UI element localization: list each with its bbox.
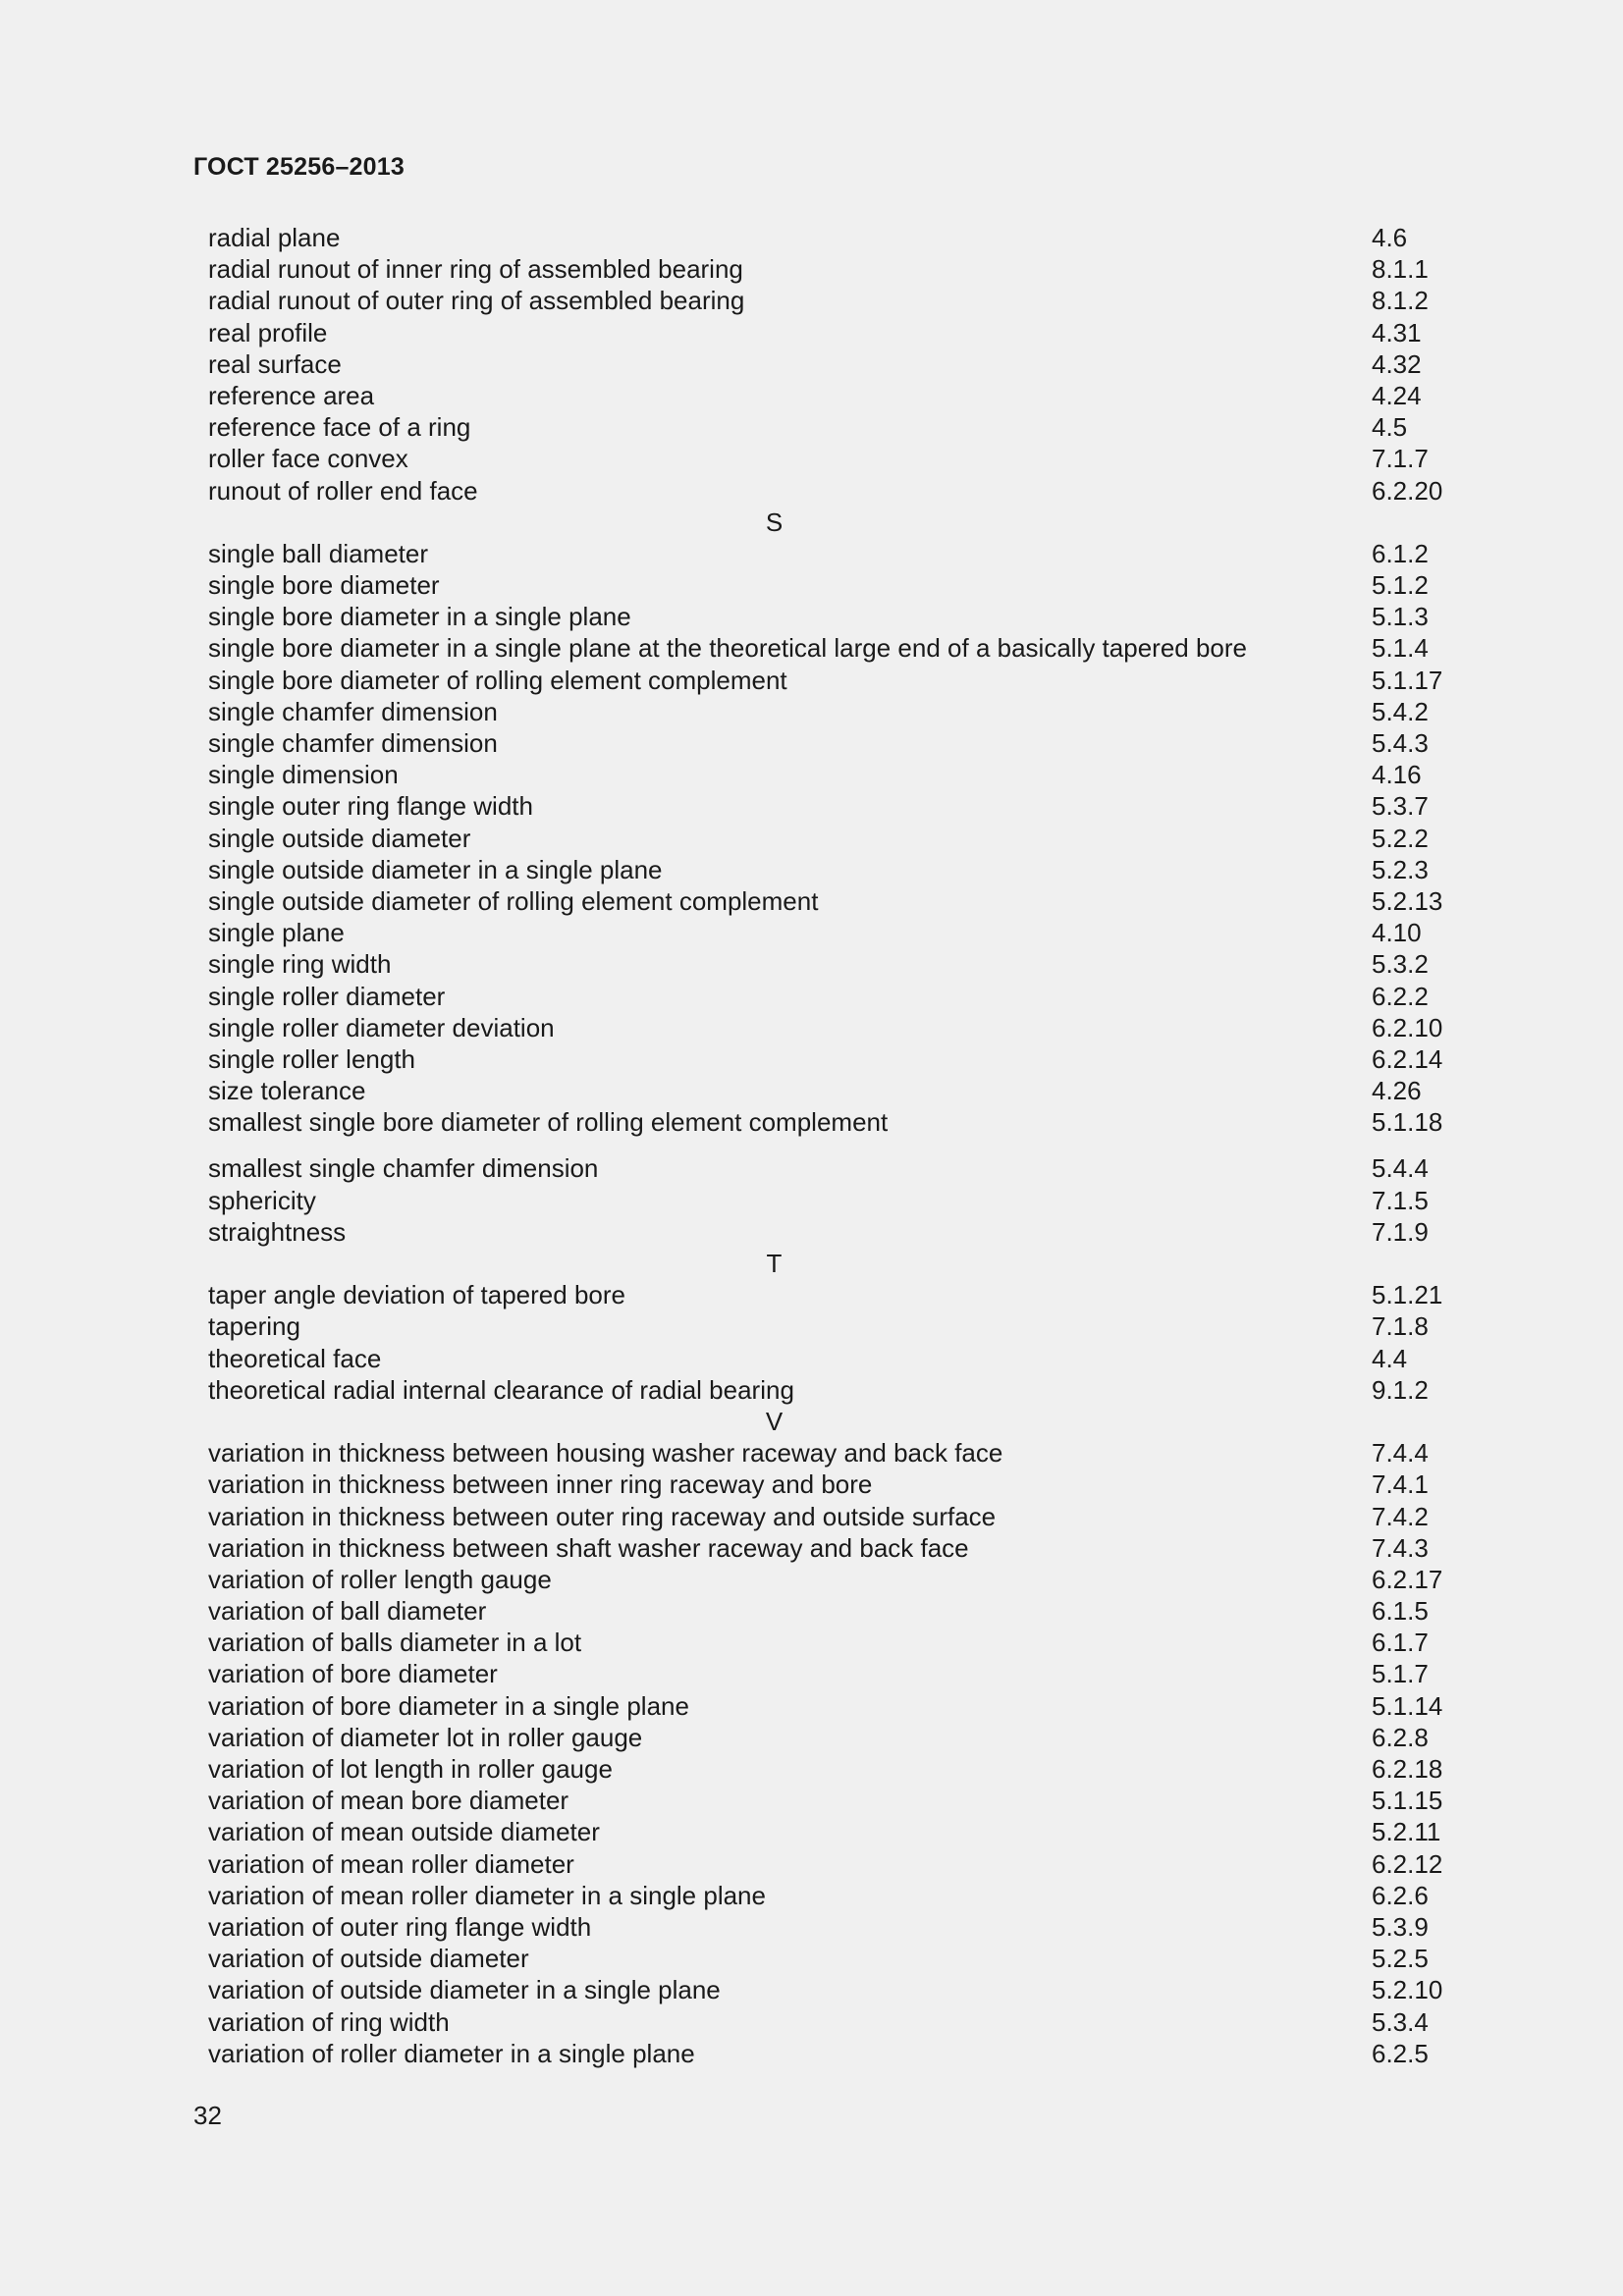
index-entry bbox=[208, 569, 1485, 601]
index-reference: 4.6 bbox=[1372, 223, 1408, 252]
index-letter-heading: S bbox=[765, 507, 784, 537]
alphabetical-index bbox=[208, 222, 1485, 2069]
index-entry bbox=[208, 854, 1485, 885]
index-letter-heading: T bbox=[766, 1249, 783, 1278]
index-reference: 5.4.4 bbox=[1372, 1153, 1429, 1184]
index-entry bbox=[208, 1532, 1485, 1564]
index-reference: 4.24 bbox=[1372, 380, 1422, 410]
index-term: single bore diameter in a single plane bbox=[208, 602, 631, 632]
index-term: theoretical radial internal clearance of radial bearing bbox=[208, 1374, 794, 1405]
index-reference: 4.32 bbox=[1372, 348, 1422, 379]
index-reference: 4.5 bbox=[1372, 412, 1408, 443]
index-reference: 5.1.2 bbox=[1372, 570, 1429, 601]
index-term: variation of diameter lot in roller gauge bbox=[208, 1722, 643, 1752]
index-entry bbox=[208, 348, 1485, 380]
index-entry bbox=[208, 727, 1485, 759]
index-term: single bore diameter bbox=[208, 570, 440, 601]
index-reference: 5.1.3 bbox=[1372, 602, 1429, 632]
index-reference: 5.3.7 bbox=[1372, 791, 1429, 822]
index-entry bbox=[208, 380, 1485, 411]
index-entry bbox=[208, 1216, 1485, 1248]
index-term: variation of ring width bbox=[208, 2006, 450, 2037]
index-entry bbox=[208, 1595, 1485, 1627]
index-reference: 5.1.21 bbox=[1372, 1280, 1443, 1310]
index-term: radial runout of outer ring of assembled bearing bbox=[208, 286, 745, 316]
index-term: smallest single chamfer dimension bbox=[208, 1153, 599, 1184]
index-reference: 6.2.12 bbox=[1372, 1848, 1443, 1879]
index-term: taper angle deviation of tapered bore bbox=[208, 1280, 625, 1310]
index-reference: 5.1.15 bbox=[1372, 1786, 1443, 1816]
index-reference: 7.4.1 bbox=[1372, 1469, 1429, 1500]
index-term: variation of bore diameter in a single plane bbox=[208, 1690, 689, 1721]
index-term: variation in thickness between inner ring raceway and bore bbox=[208, 1469, 873, 1500]
index-term: theoretical face bbox=[208, 1343, 382, 1373]
index-term: runout of roller end face bbox=[208, 475, 478, 506]
index-term: variation of mean outside diameter bbox=[208, 1817, 600, 1847]
index-letter-heading: V bbox=[765, 1406, 784, 1436]
index-entry bbox=[208, 1627, 1485, 1658]
index-reference: 5.2.2 bbox=[1372, 823, 1429, 853]
index-term: single outer ring flange width bbox=[208, 791, 533, 822]
index-entry bbox=[208, 1943, 1485, 1974]
index-reference: 5.2.5 bbox=[1372, 1944, 1429, 1974]
index-reference: 5.1.7 bbox=[1372, 1659, 1429, 1689]
index-reference: 8.1.1 bbox=[1372, 254, 1429, 285]
index-term: real surface bbox=[208, 348, 342, 379]
index-entry bbox=[208, 1279, 1485, 1310]
index-reference: 5.1.18 bbox=[1372, 1107, 1443, 1138]
index-entry bbox=[208, 2038, 1485, 2069]
index-entry bbox=[208, 1468, 1485, 1500]
index-reference: 4.10 bbox=[1372, 918, 1422, 948]
index-entry bbox=[208, 1012, 1485, 1043]
index-reference: 5.1.17 bbox=[1372, 665, 1443, 695]
index-reference: 5.3.4 bbox=[1372, 2006, 1429, 2037]
index-reference: 5.3.2 bbox=[1372, 949, 1429, 980]
index-reference: 6.2.2 bbox=[1372, 981, 1429, 1011]
index-entry bbox=[208, 1437, 1485, 1468]
index-term: single chamfer dimension bbox=[208, 696, 498, 726]
index-entry bbox=[208, 823, 1485, 854]
index-term: straightness bbox=[208, 1216, 347, 1247]
index-term: single plane bbox=[208, 918, 345, 948]
index-entry bbox=[208, 1075, 1485, 1106]
index-entry bbox=[208, 885, 1485, 917]
index-term: single outside diameter bbox=[208, 823, 471, 853]
index-entry bbox=[208, 1690, 1485, 1722]
index-reference: 6.1.7 bbox=[1372, 1628, 1429, 1658]
index-reference: 8.1.2 bbox=[1372, 286, 1429, 316]
index-entry bbox=[208, 411, 1485, 443]
index-entry bbox=[208, 1564, 1485, 1595]
index-entry bbox=[208, 790, 1485, 822]
index-term: single ball diameter bbox=[208, 538, 429, 568]
index-entry bbox=[208, 1343, 1485, 1374]
index-reference: 4.26 bbox=[1372, 1076, 1422, 1106]
index-term: reference area bbox=[208, 380, 375, 410]
index-entry bbox=[208, 917, 1485, 948]
index-entry bbox=[208, 1310, 1485, 1342]
index-reference: 7.4.4 bbox=[1372, 1438, 1429, 1468]
index-entry bbox=[208, 1816, 1485, 1847]
index-entry bbox=[208, 948, 1485, 980]
index-term: single roller length bbox=[208, 1043, 416, 1074]
index-term: real profile bbox=[208, 317, 328, 347]
index-term: variation of outer ring flange width bbox=[208, 1911, 592, 1942]
index-entry bbox=[208, 2006, 1485, 2038]
index-reference: 6.2.14 bbox=[1372, 1043, 1443, 1074]
index-term: single dimension bbox=[208, 760, 399, 790]
index-entry bbox=[208, 1911, 1485, 1943]
index-term: single bore diameter in a single plane at the theoretical large end of a basically tapered bore bbox=[208, 633, 1248, 664]
index-reference: 5.4.2 bbox=[1372, 696, 1429, 726]
index-reference: 7.4.3 bbox=[1372, 1532, 1429, 1563]
index-term: variation of bore diameter bbox=[208, 1659, 498, 1689]
index-entry bbox=[208, 696, 1485, 727]
spacer bbox=[208, 1138, 1485, 1152]
index-term: variation of mean bore diameter bbox=[208, 1786, 569, 1816]
index-reference: 6.2.18 bbox=[1372, 1754, 1443, 1784]
index-reference: 5.2.13 bbox=[1372, 885, 1443, 916]
index-term: single roller diameter bbox=[208, 981, 446, 1011]
index-term: variation of roller length gauge bbox=[208, 1564, 552, 1594]
index-entry bbox=[208, 1974, 1485, 2005]
index-entry bbox=[208, 253, 1485, 285]
index-entry bbox=[208, 443, 1485, 474]
index-reference: 5.2.3 bbox=[1372, 854, 1429, 884]
index-entry bbox=[208, 1152, 1485, 1184]
index-entry bbox=[208, 538, 1485, 569]
index-entry bbox=[208, 981, 1485, 1012]
index-reference: 5.3.9 bbox=[1372, 1911, 1429, 1942]
index-term: smallest single bore diameter of rolling element complement bbox=[208, 1107, 889, 1138]
index-term: sphericity bbox=[208, 1185, 316, 1215]
index-term: size tolerance bbox=[208, 1076, 366, 1106]
index-reference: 5.1.4 bbox=[1372, 633, 1429, 664]
index-reference: 6.2.20 bbox=[1372, 475, 1443, 506]
index-term: roller face convex bbox=[208, 444, 408, 474]
index-term: variation in thickness between outer ring raceway and outside surface bbox=[208, 1501, 997, 1531]
index-entry bbox=[208, 317, 1485, 348]
index-term: variation of mean roller diameter in a single plane bbox=[208, 1880, 766, 1910]
index-reference: 6.1.5 bbox=[1372, 1596, 1429, 1627]
index-reference: 5.1.14 bbox=[1372, 1690, 1443, 1721]
index-term: variation of lot length in roller gauge bbox=[208, 1754, 613, 1784]
index-term: radial runout of inner ring of assembled bearing bbox=[208, 254, 743, 285]
index-reference: 5.2.11 bbox=[1372, 1817, 1441, 1847]
index-term: variation of balls diameter in a lot bbox=[208, 1628, 582, 1658]
index-term: single roller diameter deviation bbox=[208, 1012, 555, 1042]
index-term: single ring width bbox=[208, 949, 392, 980]
index-reference: 6.2.5 bbox=[1372, 2038, 1429, 2068]
index-entry bbox=[208, 222, 1485, 253]
index-entry bbox=[208, 1880, 1485, 1911]
index-term: radial plane bbox=[208, 223, 341, 252]
index-term: variation of roller diameter in a single plane bbox=[208, 2038, 695, 2068]
index-entry bbox=[208, 1722, 1485, 1753]
index-reference: 7.1.5 bbox=[1372, 1185, 1429, 1215]
page-number: 32 bbox=[193, 2101, 222, 2130]
index-entry bbox=[208, 1785, 1485, 1816]
index-term: variation of outside diameter in a single plane bbox=[208, 1975, 721, 2005]
index-entry bbox=[208, 1753, 1485, 1785]
index-term: single outside diameter in a single plane bbox=[208, 854, 663, 884]
index-entry bbox=[208, 1848, 1485, 1880]
index-reference: 7.1.7 bbox=[1372, 444, 1429, 474]
index-entry bbox=[208, 1106, 1485, 1138]
index-term: single chamfer dimension bbox=[208, 728, 498, 758]
index-term: single outside diameter of rolling element complement bbox=[208, 885, 819, 916]
index-entry bbox=[208, 1374, 1485, 1406]
index-entry bbox=[208, 632, 1485, 664]
index-entry bbox=[208, 759, 1485, 790]
index-term: variation in thickness between shaft washer raceway and back face bbox=[208, 1532, 969, 1563]
index-reference: 4.16 bbox=[1372, 760, 1422, 790]
index-reference: 5.4.3 bbox=[1372, 728, 1429, 758]
index-reference: 7.1.9 bbox=[1372, 1216, 1429, 1247]
index-entry bbox=[208, 1185, 1485, 1216]
index-entry bbox=[208, 1043, 1485, 1075]
index-entry bbox=[208, 665, 1485, 696]
index-reference: 6.2.17 bbox=[1372, 1564, 1443, 1594]
index-entry bbox=[208, 1658, 1485, 1689]
index-term: tapering bbox=[208, 1311, 300, 1342]
index-reference: 6.2.8 bbox=[1372, 1722, 1429, 1752]
index-entry bbox=[208, 601, 1485, 632]
index-reference: 4.31 bbox=[1372, 317, 1422, 347]
index-reference: 4.4 bbox=[1372, 1343, 1408, 1373]
index-entry bbox=[208, 285, 1485, 316]
index-entry bbox=[208, 475, 1485, 507]
index-reference: 7.4.2 bbox=[1372, 1501, 1429, 1531]
index-reference: 7.1.8 bbox=[1372, 1311, 1429, 1342]
index-entry bbox=[208, 1501, 1485, 1532]
index-reference: 5.2.10 bbox=[1372, 1975, 1443, 2005]
index-term: variation of ball diameter bbox=[208, 1596, 487, 1627]
document-header: ГОСТ 25256–2013 bbox=[193, 153, 405, 181]
index-term: reference face of a ring bbox=[208, 412, 471, 443]
index-term: variation of outside diameter bbox=[208, 1944, 529, 1974]
index-term: single bore diameter of rolling element complement bbox=[208, 665, 787, 695]
index-reference: 6.1.2 bbox=[1372, 538, 1429, 568]
index-term: variation of mean roller diameter bbox=[208, 1848, 574, 1879]
index-reference: 6.2.10 bbox=[1372, 1012, 1443, 1042]
index-reference: 6.2.6 bbox=[1372, 1880, 1429, 1910]
index-reference: 9.1.2 bbox=[1372, 1374, 1429, 1405]
index-term: variation in thickness between housing washer raceway and back face bbox=[208, 1438, 1003, 1468]
